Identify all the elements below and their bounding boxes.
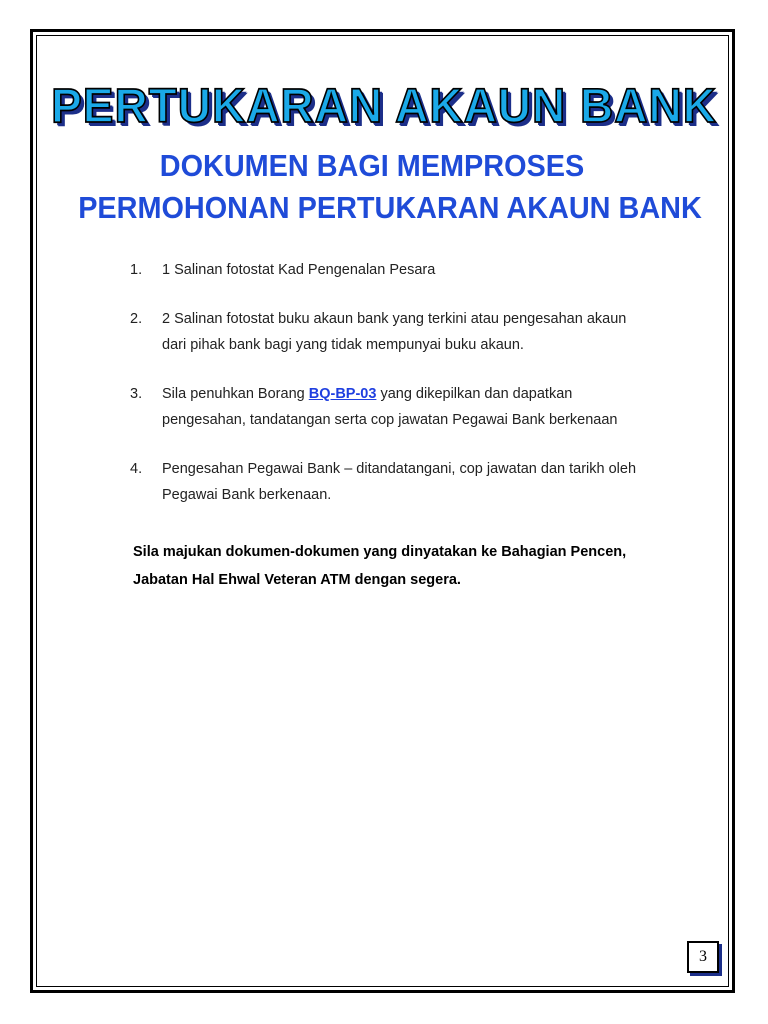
list-item-text: 1 Salinan fotostat Kad Pengenalan Pesara <box>162 262 436 278</box>
list-item-number: 4. <box>130 461 143 477</box>
list-item-number: 1. <box>130 262 143 278</box>
list-item-text-line-1 <box>162 381 700 407</box>
list-item-1 <box>130 257 700 283</box>
closing-instruction <box>133 538 693 594</box>
list-item-4 <box>130 456 700 508</box>
document-list <box>130 257 700 531</box>
list-item-text-line-2: dari pihak bank bagi yang tidak mempunyai buku akaun. <box>162 337 524 353</box>
page-number-box <box>687 941 719 973</box>
list-item-text-before-link: Sila penuhkan Borang <box>162 386 309 402</box>
list-item-3 <box>130 381 700 433</box>
closing-line-2: Jabatan Hal Ehwal Veteran ATM dengan segera. <box>133 572 461 588</box>
list-item-2 <box>130 306 700 358</box>
subtitle-line-2: PERMOHONAN PERTUKARAN AKAUN BANK <box>78 190 702 225</box>
page-title: PERTUKARAN AKAUN BANK <box>51 77 717 133</box>
list-item-text-line-2: Pegawai Bank berkenaan. <box>162 487 332 503</box>
list-item-number: 2. <box>130 311 143 327</box>
form-bq-bp-03-link[interactable]: BQ-BP-03 <box>308 386 377 402</box>
list-item-text-after-link: yang dikepilkan dan dapatkan <box>376 386 573 402</box>
list-item-number: 3. <box>130 386 143 402</box>
subtitle-line-1: DOKUMEN BAGI MEMPROSES <box>159 148 585 183</box>
page-number: 3 <box>699 948 707 965</box>
closing-line-1: Sila majukan dokumen-dokumen yang dinyatakan ke Bahagian Pencen, <box>133 544 627 560</box>
list-item-text-line-2: pengesahan, tandatangan serta cop jawatan Pegawai Bank berkenaan <box>162 412 618 428</box>
list-item-text-line-1: Pengesahan Pegawai Bank – ditandatangani, cop jawatan dan tarikh oleh <box>162 461 637 477</box>
list-item-text-line-1: 2 Salinan fotostat buku akaun bank yang terkini atau pengesahan akaun <box>162 311 627 327</box>
